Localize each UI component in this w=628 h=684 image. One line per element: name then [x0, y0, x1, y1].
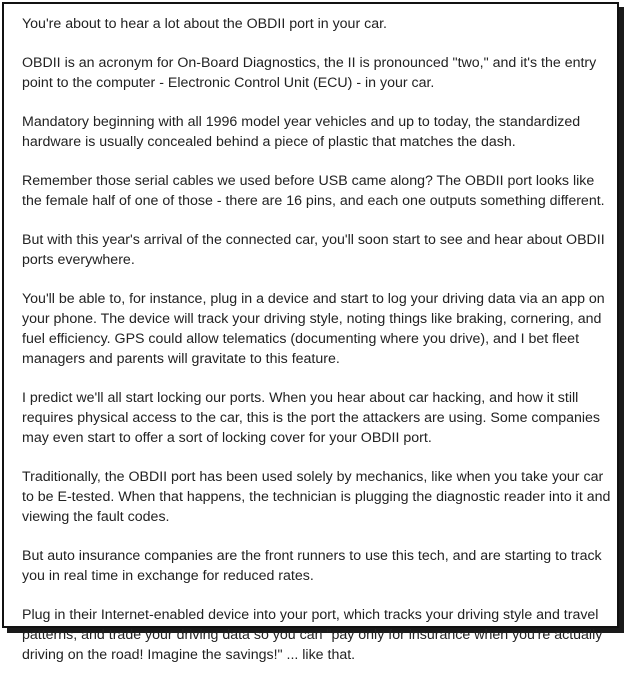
- paragraph-plug-in: Plug in their Internet-enabled device into your port, which tracks your driving style and travel patterns, and trade your driving data so you can "pay only for insurance when you're actually driving on the road! Imagine the savings!" ... like that.: [22, 607, 603, 663]
- paragraph-acronym: OBDII is an acronym for On-Board Diagnostics, the II is pronounced "two," and it's the entry point to the computer - Electronic Control Unit (ECU) - in your car.: [22, 55, 597, 91]
- article-frame: [2, 2, 619, 663]
- paragraph-driving-data: You'll be able to, for instance, plug in a device and start to log your driving data via an app on your phone. The device will track your driving style, noting things like braking, cornering, and fuel efficiency. GPS could allow telematics (documenting where you drive), and I bet fleet managers and parents will gravitate to this feature.: [22, 291, 605, 367]
- paragraph-mandatory: Mandatory beginning with all 1996 model year vehicles and up to today, the standardized hardware is usually concealed behind a piece of plastic that matches the dash.: [22, 114, 581, 150]
- paragraph-mechanics: Traditionally, the OBDII port has been used solely by mechanics, like when you take your car to be E-tested. When that happens, the technician is plugging the diagnostic reader into it and viewing the fault codes.: [22, 469, 611, 525]
- paragraph-locking-ports: I predict we'll all start locking our ports. When you hear about car hacking, and how it still requires physical access to the car, this is the port the attackers are using. Some companies may even start to offer a sort of locking cover for your OBDII port.: [22, 390, 601, 446]
- paragraph-connected-car: But with this year's arrival of the connected car, you'll soon start to see and hear about OBDII ports everywhere.: [22, 232, 605, 268]
- paragraph-insurance: But auto insurance companies are the front runners to use this tech, and are starting to track you in real time in exchange for reduced rates.: [22, 548, 602, 584]
- paragraph-serial-cables: Remember those serial cables we used before USB came along? The OBDII port looks like the female half of one of those - there are 16 pins, and each one outputs something different.: [22, 173, 605, 209]
- paragraph-intro: You're about to hear a lot about the OBDII port in your car.: [22, 16, 387, 32]
- article-body: [22, 14, 612, 684]
